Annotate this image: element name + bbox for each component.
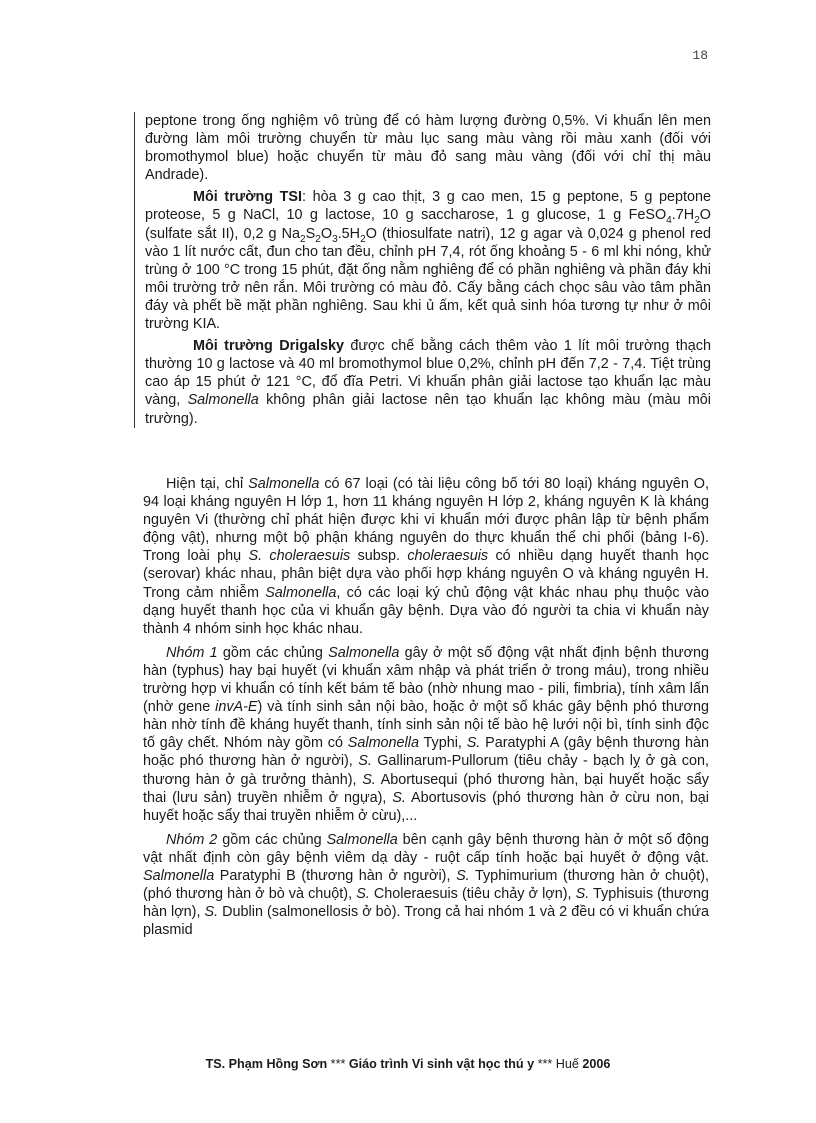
footer-place: Huế — [552, 1057, 583, 1071]
heading-tsi: Môi trường TSI — [193, 189, 303, 206]
paragraph-drigalsky-medium: Môi trường Drigalsky được chế bằng cách thêm vào 1 lít môi trường thạch thường 10 g lactose và 40 ml bromothymol blue 0,2%, chỉnh pH đến 7,2 - 7,4. Tiệt trùng cao áp 15 phút ở 121 °C, đổ đĩa Petri. Vi khuẩn phân giải lactose tạo khuẩn lạc màu vàng, Salmonella không phân giải lactose nên tạo khuẩn lạc không màu (màu môi trường). — [145, 338, 712, 427]
paragraph-antigens: Hiện tại, chỉ Salmonella có 67 loại (có tài liệu công bố tới 80 loại) kháng nguyên O, 94 loại kháng nguyên H lớp 1, hơn 11 kháng nguyên H lớp 2, kháng nguyên K là kháng nguyên Vi (thường chỉ phát hiện được khi vi khuẩn mới được phân lập từ bệnh phẩm động vật), nhưng một bộ phận kháng nguyên do thực khuẩn thể chi phối (bảng I-6). Trong loài phụ S. choleraesuis subsp. choleraesuis có nhiều dạng huyết thanh học (serovar) khác nhau, phân biệt dựa vào phối hợp kháng nguyên O và kháng nguyên H. Trong cảm nhiễm Salmonella, có các loại ký chủ động vật khác nhau phụ thuộc vào dạng huyết thanh học của vi khuẩn gây bệnh. Dựa vào đó người ta chia vi khuẩn này thành 4 nhóm sinh học khác nhau. — [143, 476, 709, 637]
footer-year: 2006 — [582, 1057, 611, 1071]
paragraph-tsi-medium: Môi trường TSI: hòa 3 g cao thịt, 3 g cao men, 15 g peptone, 5 g peptone proteose, 5 g NaCl, 10 g lactose, 10 g saccharose, 1 g glucose, 1 g $FeSO_4.7H_2O$ (sulfate sắt II), 0,2 g $Na_2S_2O_3.5H_2O$ (thiosulfate natri), 12 g agar và 0,024 g phenol red vào 1 lít nước cất, đun cho tan đều, chỉnh pH 7,4, rót ống khoảng 5 - 6 ml khi nóng, khử trùng ở 100 °C trong 15 phút, đặt ống nằm nghiêng để có phần nghiêng và phần đáy khi môi trường trở nên rắn. Môi trường có màu đỏ. Cấy bằng cách chọc sâu vào tâm phần đáy và phết bề mặt phần nghiêng. Sau khi ủ ấm, kết quả sinh hóa tương tự như ở môi trường KIA. — [145, 189, 711, 333]
media-recipe-box — [134, 112, 711, 428]
footer-separator: *** — [537, 1057, 553, 1071]
page-footer — [0, 1057, 816, 1071]
page-number: 18 — [692, 48, 708, 63]
heading-drigalsky: Môi trường Drigalsky — [193, 338, 345, 355]
footer-author: TS. Phạm Hồng Sơn — [205, 1057, 331, 1071]
footer-separator: *** — [330, 1057, 346, 1071]
paragraph-group-2: Nhóm 2 gồm các chủng Salmonella bên cạnh gây bệnh thương hàn ở một số động vật nhất định còn gây bệnh viêm dạ dày - ruột cấp tính hoặc bại huyết ở động vật. Salmonella Paratyphi B (thương hàn ở người), S. Typhimurium (thương hàn ở chuột), (phó thương hàn ở bò và chuột), S. Choleraesuis (tiêu chảy ở lợn), S. Typhisuis (thương hàn lợn), S. Dublin (salmonellosis ở bò). Trong cả hai nhóm 1 và 2 đều có vi khuẩn chứa plasmid — [143, 831, 710, 939]
main-text — [143, 475, 709, 939]
footer-book-title: Giáo trình Vi sinh vật học thú y — [345, 1057, 538, 1071]
paragraph-group-1: Nhóm 1 gồm các chủng Salmonella gây ở một số động vật nhất định bệnh thương hàn (typhus) hay bại huyết (vi khuẩn xâm nhập và phát triển ở trong máu), trong nhiều trường hợp vi khuẩn có tính kết bám tế bào (nhờ nhung mao - pili, fimbria), tính xâm lấn (nhờ gene invA-E) và tính sinh sản nội bào, hoặc ở một số khác gây bệnh phó thương hàn nhờ tính đề kháng huyết thanh, tính sinh sản nội tế bào hệ lưới nội bì, tính sinh độc tố gây chết. Nhóm này gồm có Salmonella Typhi, S. Paratyphi A (gây bệnh thương hàn hoặc phó thương hàn ở người), S. Gallinarum-Pullorum (tiêu chảy - bạch lỵ ở gà con, thương hàn ở gà trưởng thành), S. Abortusequi (phó thương hàn, bại huyết hoặc sẩy thai (lưu sản) truyền nhiễm ở ngựa), S. Abortusovis (phó thương hàn ở cừu non, bại huyết hoặc sẩy thai truyền nhiễm ở cừu),... — [143, 644, 710, 824]
paragraph-peptone: peptone trong ống nghiệm vô trùng để có hàm lượng đường 0,5%. Vi khuẩn lên men đường làm môi trường chuyển từ màu lục sang màu vàng rồi màu xanh (đối với bromothymol blue) hoặc chuyển từ màu đỏ sang màu vàng (đối với chỉ thị màu Andrade). — [145, 113, 711, 184]
